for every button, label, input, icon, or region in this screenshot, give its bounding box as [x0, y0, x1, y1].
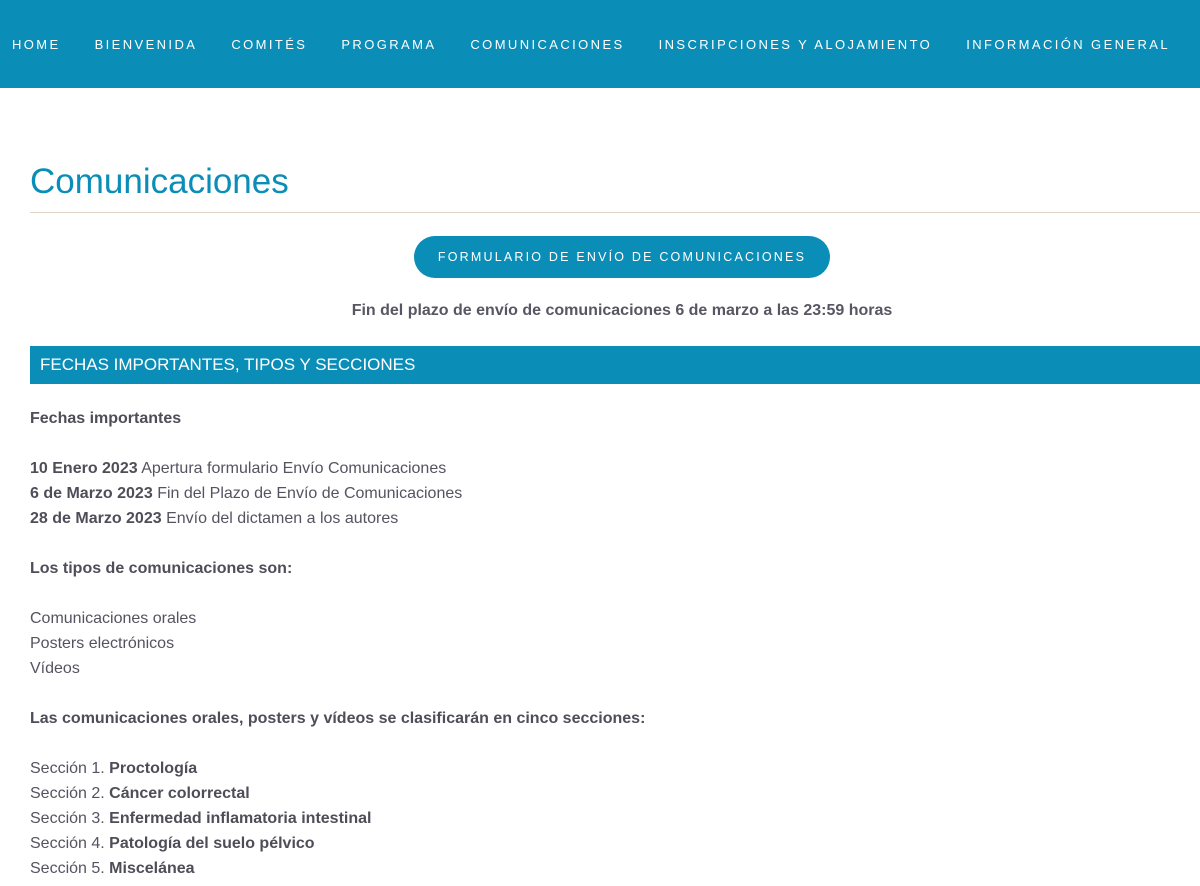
section-label: Sección 2. — [30, 785, 105, 802]
section-item — [30, 856, 645, 881]
page-title: Comunicaciones — [30, 162, 289, 201]
nav-informacion-general[interactable]: INFORMACIÓN GENERAL — [966, 36, 1170, 52]
nav-home[interactable]: HOME — [11, 36, 61, 52]
nav-programa[interactable]: PROGRAMA — [341, 36, 437, 52]
types-heading: Los tipos de comunicaciones son: — [30, 560, 293, 577]
title-divider — [30, 212, 1200, 213]
date-value: 28 de Marzo 2023 — [30, 510, 162, 527]
main-nav — [12, 0, 1170, 88]
date-description: Apertura formulario Envío Comunicaciones — [141, 460, 447, 477]
date-description: Fin del Plazo de Envío de Comunicaciones — [157, 485, 463, 502]
dates-heading: Fechas importantes — [30, 410, 182, 427]
date-description: Envío del dictamen a los autores — [166, 510, 399, 527]
type-item: Vídeos — [30, 660, 80, 677]
date-value: 10 Enero 2023 — [30, 460, 138, 477]
section-heading-bar — [30, 346, 1200, 384]
section-name: Patología del suelo pélvico — [109, 835, 315, 852]
section-label: Sección 1. — [30, 760, 105, 777]
nav-comites[interactable]: COMITÉS — [231, 36, 308, 52]
section-name: Miscelánea — [109, 860, 195, 877]
section-item — [30, 756, 645, 781]
section-item — [30, 831, 645, 856]
info-body — [30, 406, 645, 881]
section-name: Proctología — [109, 760, 198, 777]
date-item — [30, 481, 645, 506]
type-item: Comunicaciones orales — [30, 610, 197, 627]
nav-bienvenida[interactable]: BIENVENIDA — [94, 36, 198, 52]
section-item — [30, 806, 645, 831]
date-item — [30, 456, 645, 481]
section-name: Enfermedad inflamatoria intestinal — [109, 810, 372, 827]
section-name: Cáncer colorrectal — [109, 785, 250, 802]
sections-heading: Las comunicaciones orales, posters y vídeos se clasificarán en cinco secciones: — [30, 710, 646, 727]
section-label: Sección 5. — [30, 860, 105, 877]
type-item: Posters electrónicos — [30, 635, 175, 652]
nav-inscripciones-alojamiento[interactable]: INSCRIPCIONES Y ALOJAMIENTO — [658, 36, 933, 52]
submission-form-button[interactable]: FORMULARIO DE ENVÍO DE COMUNICACIONES — [414, 236, 830, 278]
section-label: Sección 4. — [30, 835, 105, 852]
section-heading: FECHAS IMPORTANTES, TIPOS Y SECCIONES — [40, 355, 416, 374]
section-label: Sección 3. — [30, 810, 105, 827]
top-navigation-bar — [0, 0, 1200, 88]
nav-comunicaciones[interactable]: COMUNICACIONES — [470, 36, 625, 52]
date-value: 6 de Marzo 2023 — [30, 485, 153, 502]
section-item — [30, 781, 645, 806]
date-item — [30, 506, 645, 531]
deadline-notice: Fin del plazo de envío de comunicaciones 6 de marzo a las 23:59 horas — [351, 302, 893, 319]
